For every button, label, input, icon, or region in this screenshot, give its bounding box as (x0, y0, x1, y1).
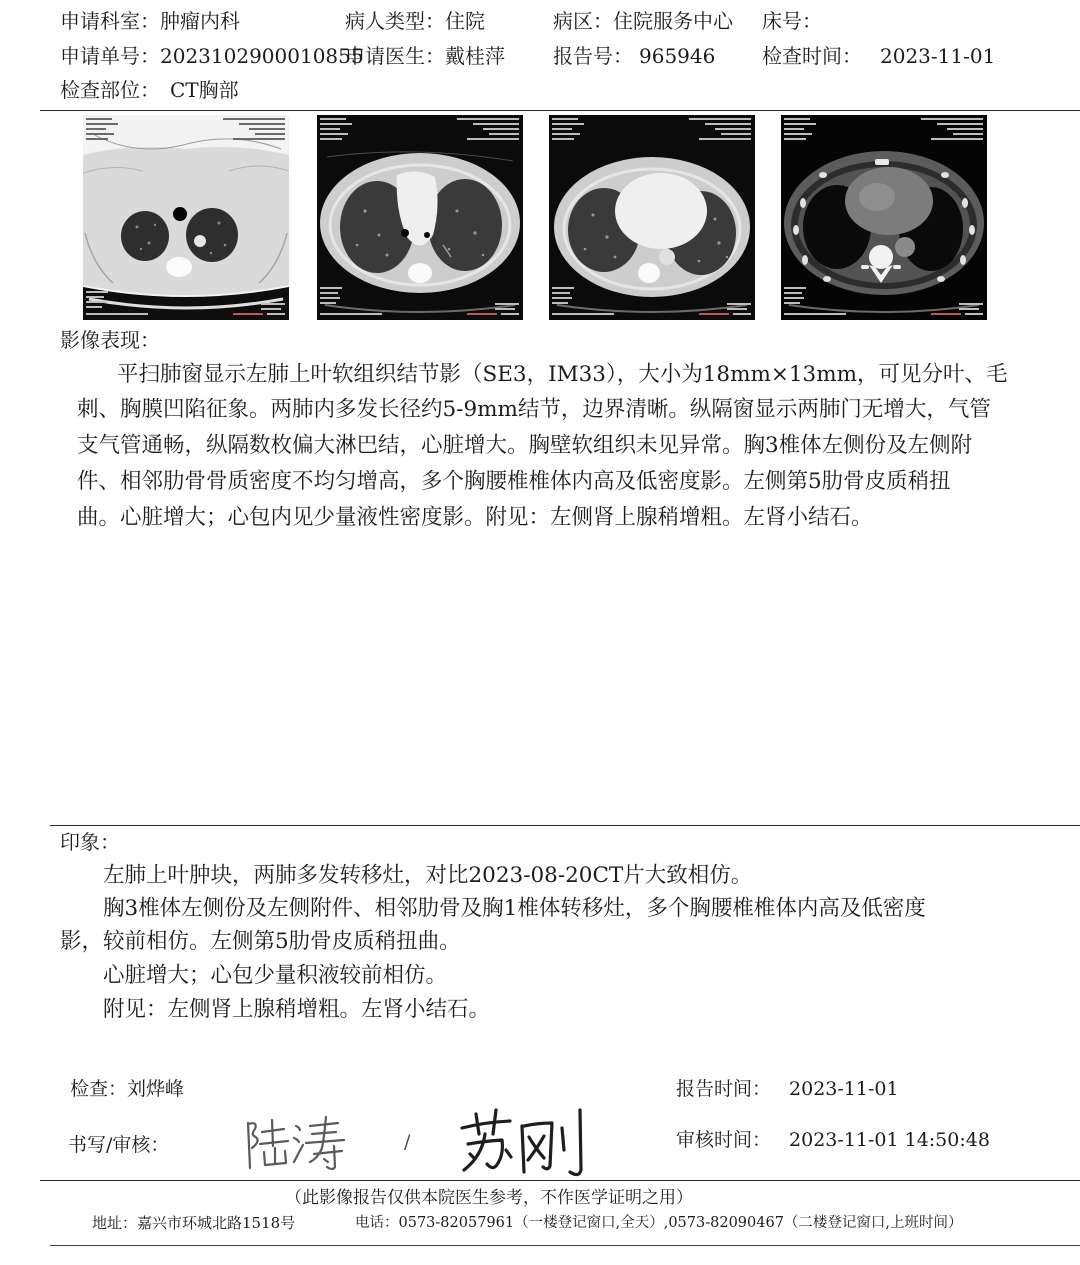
ward-label: 病区： (553, 9, 613, 33)
disclaimer: （此影像报告仅供本院医生参考，不作医学证明之用） (285, 1188, 693, 1208)
patient-type-value: 住院 (445, 9, 485, 33)
phone-value: 0573-82057961（一楼登记窗口,全天）,0573-82090467（二楼登记窗口,上班时间） (398, 1215, 963, 1231)
report-time-value: 2023-11-01 (789, 1078, 899, 1100)
report-no-field (553, 43, 715, 69)
doctor-field (345, 43, 505, 69)
writer-signature (238, 1112, 350, 1174)
request-no-value: 2023102900010855 (160, 44, 364, 68)
request-no-field (60, 43, 364, 69)
exam-time-value: 2023-11-01 (880, 44, 996, 68)
doctor-label: 申请医生： (345, 44, 445, 68)
vertebra (166, 257, 192, 277)
exam-site-label: 检查部位： (60, 78, 160, 102)
exam-site-value: CT胸部 (170, 78, 239, 102)
review-time-value: 2023-11-01 14:50:48 (789, 1129, 990, 1151)
request-no-label: 申请单号： (60, 44, 160, 68)
heart (615, 173, 707, 249)
ward-field (553, 8, 733, 34)
report-no-label: 报告号： (553, 44, 633, 68)
writer-reviewer-label: 书写/审核： (68, 1134, 170, 1156)
ct-image-1 (83, 115, 289, 320)
ct-image-4 (781, 115, 987, 320)
lung-right (121, 211, 169, 261)
review-time-field (676, 1128, 990, 1152)
ward-value: 住院服务中心 (613, 9, 733, 33)
impression-line: 胸3椎体左侧份及左侧附件、相邻肋骨及胸1椎体转移灶，多个胸腰椎椎体内高及低密度 (103, 896, 926, 921)
examiner-value: 刘烨峰 (127, 1078, 185, 1100)
department-field (60, 8, 240, 34)
address-label: 地址： (92, 1214, 138, 1232)
impression-line: 影，较前相仿。左侧第5肋骨皮质稍扭曲。 (60, 929, 461, 954)
findings-line: 刺、胸膜凹陷征象。两肺内多发长径约5-9mm结节，边界清晰。纵隔窗显示两肺门无增大，气管 (77, 397, 991, 422)
phone-field (355, 1214, 963, 1232)
vertebra (408, 263, 432, 283)
patient-type-label: 病人类型： (345, 9, 445, 33)
header-divider (40, 110, 1080, 111)
bottom-divider (50, 1245, 1080, 1246)
impression-divider (50, 825, 1080, 826)
report-time-field (676, 1077, 899, 1101)
exam-site-field (60, 77, 239, 103)
trachea (173, 207, 187, 221)
exam-time-label: 检查时间： (762, 44, 862, 68)
exam-time-field (762, 43, 995, 69)
bronchus-right (401, 229, 409, 237)
nodule (194, 235, 206, 247)
reviewer-signature (456, 1104, 596, 1180)
bed-label: 床号： (762, 9, 822, 33)
lung-left (186, 208, 238, 262)
vertebra (638, 263, 660, 283)
report-time-label: 报告时间： (676, 1078, 772, 1100)
footer-divider (40, 1180, 1080, 1181)
findings-label: 影像表现： (60, 328, 160, 352)
findings-line: 件、相邻肋骨骨质密度不均匀增高，多个胸腰椎椎体内高及低密度影。左侧第5肋骨皮质稍扭 (77, 469, 951, 494)
phone-label: 电话： (355, 1215, 399, 1231)
patient-type-field (345, 8, 485, 34)
findings-line: 曲。心脏增大；心包内见少量液性密度影。附见：左侧肾上腺稍增粗。左肾小结石。 (77, 505, 873, 530)
signature-separator: / (404, 1131, 411, 1153)
report-no-value: 965946 (639, 44, 716, 68)
ct-image-2 (317, 115, 523, 320)
findings-line: 平扫肺窗显示左肺上叶软组织结节影（SE3，IM33），大小为18mm×13mm，可见分叶、毛 (117, 362, 1008, 387)
impression-line: 心脏增大；心包少量积液较前相仿。 (103, 963, 448, 988)
examiner-label: 检查： (70, 1078, 128, 1100)
lung-left (428, 179, 502, 271)
address-field (92, 1214, 295, 1232)
address-value: 嘉兴市环城北路1518号 (137, 1214, 296, 1232)
aorta (895, 237, 915, 257)
impression-label: 印象： (60, 830, 120, 854)
findings-line: 支气管通畅，纵隔数枚偏大淋巴结，心脏增大。胸壁软组织未见异常。胸3椎体左侧份及左侧附 (77, 433, 973, 458)
examiner-field (70, 1077, 184, 1101)
aorta (659, 249, 675, 265)
impression-line: 左肺上叶肿块，两肺多发转移灶，对比2023-08-20CT片大致相仿。 (103, 863, 753, 888)
doctor-value: 戴桂萍 (445, 44, 505, 68)
impression-line: 附见：左侧肾上腺稍增粗。左肾小结石。 (103, 997, 491, 1022)
department-value: 肿瘤内科 (160, 9, 240, 33)
review-time-label: 审核时间： (676, 1129, 772, 1151)
heart-chamber (859, 183, 895, 211)
department-label: 申请科室： (60, 9, 160, 33)
sternum (875, 159, 889, 165)
bed-field (762, 8, 822, 34)
bronchus-left (424, 232, 430, 238)
ct-image-3 (549, 115, 755, 320)
